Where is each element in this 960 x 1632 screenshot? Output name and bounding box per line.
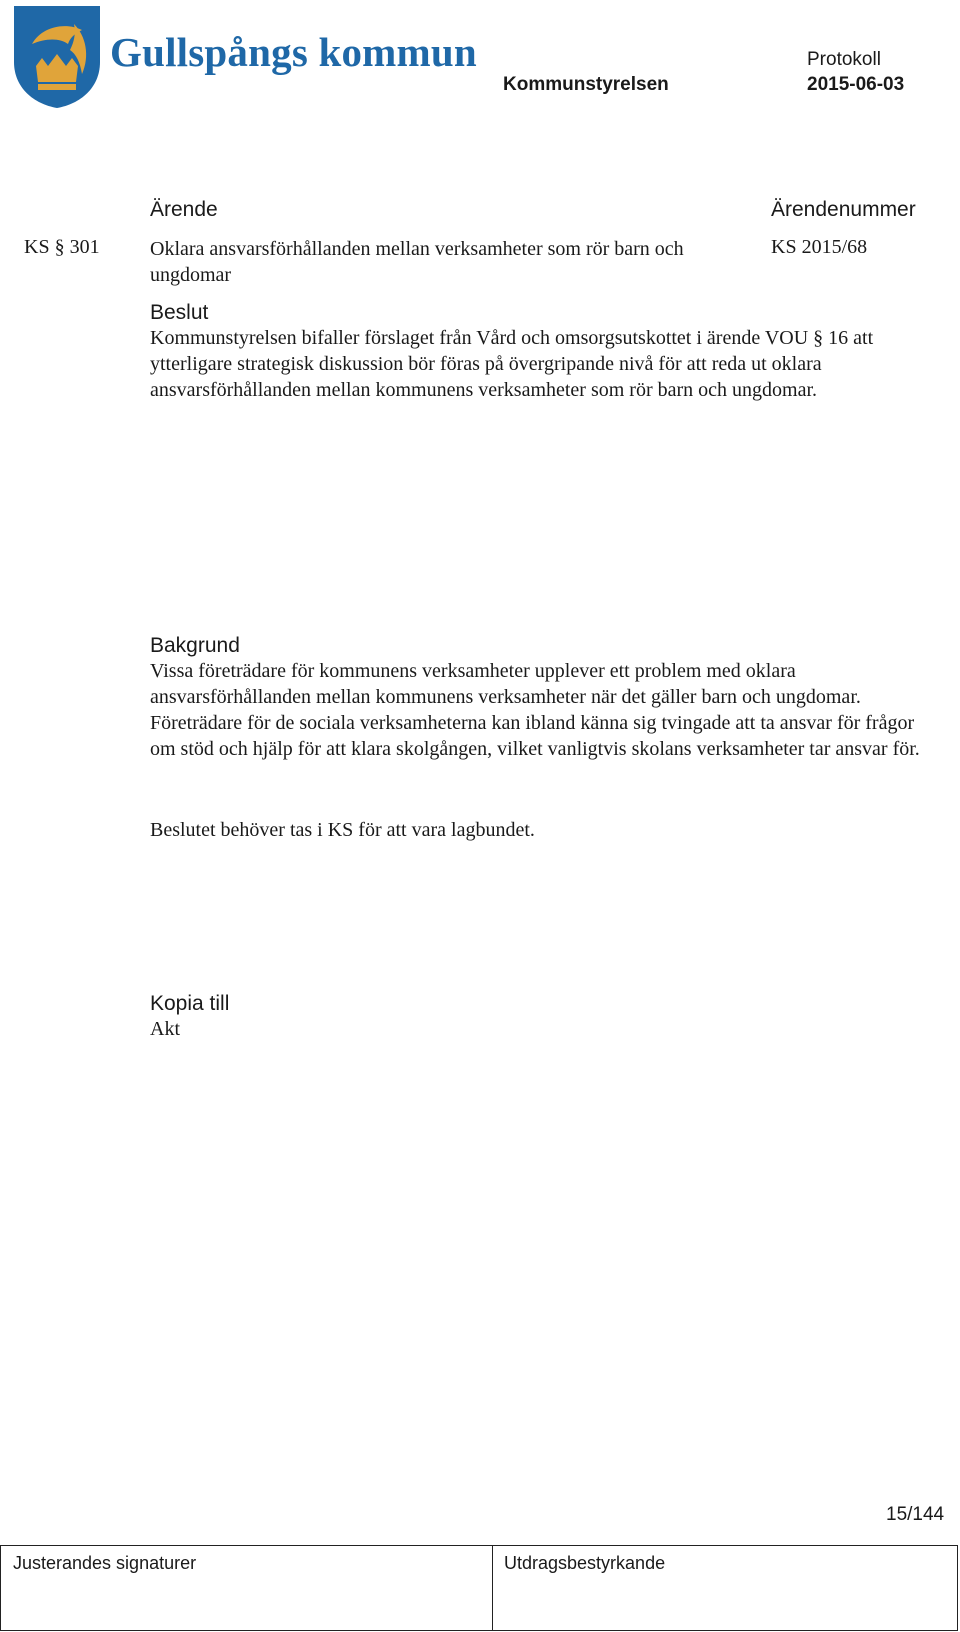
signatures-label: Justerandes signaturer [13,1553,197,1573]
beslut-text: Kommunstyrelsen bifaller förslaget från Vård och omsorgsutskottet i ärende VOU § 16 att ytterligare strategisk diskussion bör föras på övergripande nivå för att reda ut oklara ansvarsförhållanden mellan kommunens verksamheter som rör barn och ungdomar. [150,327,874,401]
page-number: 15/144 [886,1504,945,1525]
arendenummer-heading: Ärendenummer [771,198,916,221]
beslut-heading: Beslut [150,301,209,324]
decision-note: Beslutet behöver tas i KS för att vara lagbundet. [150,819,535,841]
arende-heading: Ärende [150,198,218,221]
brand-name: Gullspångs kommun [110,29,477,75]
kopia-heading: Kopia till [150,992,230,1015]
meeting-date: 2015-06-03 [807,74,905,95]
committee-name: Kommunstyrelsen [503,74,669,95]
municipal-coat-of-arms-logo [12,4,102,110]
footer-divider [492,1546,493,1630]
paragraph-reference: KS § 301 [24,236,100,258]
signature-footer [0,1545,958,1631]
bakgrund-text: Vissa företrädare för kommunens verksamheter upplever ett problem med oklara ansvarsförhållanden mellan kommunens verksamheter när det gäller barn och ungdomar. Företrädare för de sociala verksamheterna kan ibland känna sig tvingade att ta ansvar för frågor om stöd och hjälp för att klara skolgången, vilket vanligtvis skolans verksamheter tar ansvar för. [150,660,920,760]
case-number: KS 2015/68 [771,236,868,258]
kopia-value: Akt [150,1018,180,1040]
bakgrund-heading: Bakgrund [150,634,240,657]
document-type: Protokoll [807,49,881,70]
extract-certification-label: Utdragsbestyrkande [504,1553,666,1573]
matter-title: Oklara ansvarsförhållanden mellan verksamheter som rör barn och ungdomar [150,238,684,286]
